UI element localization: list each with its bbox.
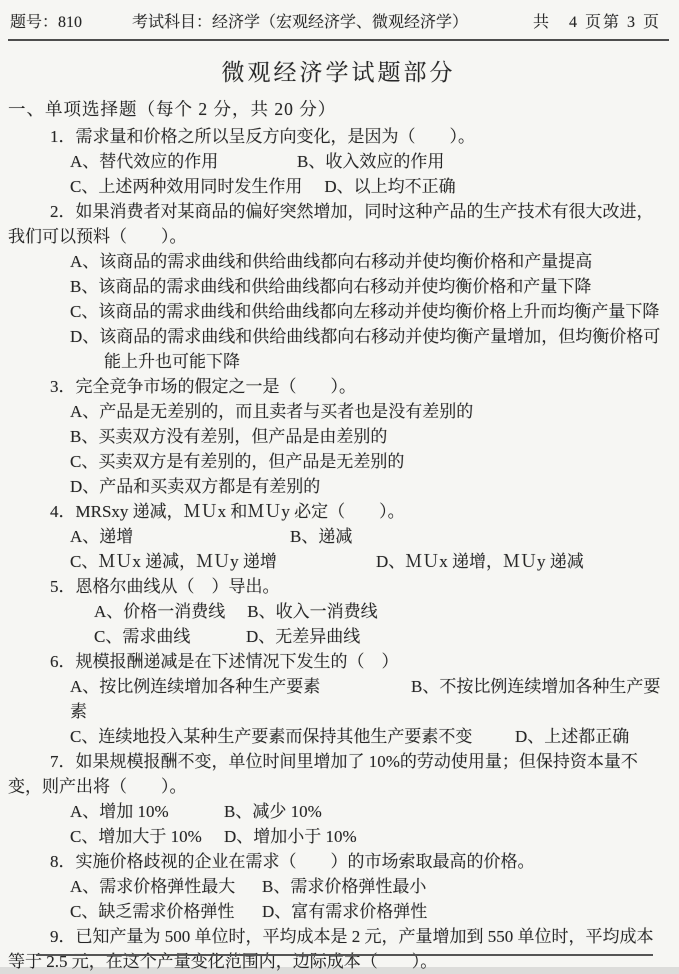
header-subject: 考试科目：经济学（宏观经济学、微观经济学） — [132, 14, 469, 31]
question-4-option-c: C、ＭＵx 递减，ＭＵy 递增 — [70, 552, 277, 571]
question-8-option-a: A、需求价格弹性最大 — [70, 877, 236, 896]
question-8-option-c: C、缺乏需求价格弹性 — [70, 902, 235, 921]
question-6-option-row-2 — [8, 724, 669, 749]
question-4-option-row-2 — [8, 549, 669, 574]
question-4-option-a: A、递增 — [70, 527, 134, 546]
question-6-option-d: D、上述都正确 — [515, 727, 630, 746]
question-8 — [8, 849, 669, 924]
question-3-option-d: D、产品和买卖双方都是有差别的 — [70, 477, 321, 496]
question-7-option-b: B、减少 10% — [224, 802, 322, 821]
question-2-option-b: B、该商品的需求曲线和供给曲线都向右移动并使均衡价格和产量下降 — [70, 277, 592, 296]
question-8-option-b: B、需求价格弹性最小 — [262, 877, 427, 896]
question-7 — [8, 749, 669, 849]
question-6 — [8, 649, 669, 749]
question-6-option-row-1 — [8, 674, 669, 724]
question-8-option-d: D、富有需求价格弹性 — [262, 902, 428, 921]
question-3-option-b: B、买卖双方没有差别，但产品是由差别的 — [70, 427, 388, 446]
question-6-option-a: A、按比例连续增加各种生产要素 — [70, 677, 321, 696]
question-2-option-d: D、该商品的需求曲线和供给曲线都向右移动并使均衡产量增加，但均衡价格可能上升也可能下降 — [70, 327, 661, 371]
question-5 — [8, 574, 669, 649]
question-1 — [8, 124, 669, 199]
question-6-stem: 6．规模报酬递减是在下述情况下发生的（ ） — [50, 652, 399, 671]
question-5-option-c: C、需求曲线 — [94, 627, 191, 646]
question-5-option-row-1 — [8, 599, 669, 624]
question-4-option-d: D、ＭＵx 递增，ＭＵy 递减 — [376, 552, 584, 571]
question-1-option-c: C、上述两种效用同时发生作用 — [70, 177, 303, 196]
question-2 — [8, 199, 669, 374]
header-question-no: 题号：810 — [10, 14, 83, 31]
question-1-option-a: A、替代效应的作用 — [70, 152, 219, 171]
question-7-option-row-2 — [8, 824, 669, 849]
question-5-option-b: B、收入一消费线 — [247, 602, 378, 621]
question-1-option-d: D、以上均不正确 — [324, 177, 456, 196]
question-9-stem: 9．已知产量为 500 单位时，平均成本是 2 元，产量增加到 550 单位时，平均成本等于 2.5 元，在这个产量变化范围内，边际成本（ ）。 — [8, 927, 654, 971]
question-4-option-b: B、递减 — [290, 527, 353, 546]
question-2-stem: 2．如果消费者对某商品的偏好突然增加，同时这种产品的生产技术有很大改进，我们可以预料（ ）。 — [8, 202, 654, 246]
question-3-option-c: C、买卖双方是有差别的，但产品是无差别的 — [70, 452, 405, 471]
question-7-option-d: D、增加小于 10% — [224, 827, 357, 846]
footer-rule — [36, 954, 653, 956]
section-heading: 一、单项选择题（每个 2 分，共 20 分） — [8, 99, 337, 119]
question-3 — [8, 374, 669, 499]
question-7-option-row-1 — [8, 799, 669, 824]
question-8-stem: 8．实施价格歧视的企业在需求（ ）的市场索取最高的价格。 — [50, 852, 535, 871]
question-8-option-row-2 — [8, 899, 669, 924]
page-title: 微观经济学试题部分 — [221, 60, 456, 85]
question-1-option-row-1 — [8, 149, 669, 174]
question-5-option-d: D、无差异曲线 — [246, 627, 361, 646]
question-5-option-a: A、价格一消费线 — [94, 602, 226, 621]
page-header — [8, 6, 669, 41]
question-1-option-b: B、收入效应的作用 — [297, 152, 445, 171]
question-2-option-c: C、该商品的需求曲线和供给曲线都向左移动并使均衡价格上升而均衡产量下降 — [70, 302, 660, 321]
question-6-option-c: C、连续地投入某种生产要素而保持其他生产要素不变 — [70, 727, 473, 746]
question-4 — [8, 499, 669, 574]
question-4-option-row-1 — [8, 524, 669, 549]
question-2-option-a: A、该商品的需求曲线和供给曲线都向右移动并使均衡价格和产量提高 — [70, 252, 593, 271]
header-page-info: 共 4 页第 3 页 — [532, 14, 661, 31]
question-7-option-c: C、增加大于 10% — [70, 827, 202, 846]
question-1-stem: 1．需求量和价格之所以呈反方向变化，是因为（ ）。 — [50, 127, 475, 146]
question-7-option-a: A、增加 10% — [70, 802, 169, 821]
question-3-stem: 3．完全竞争市场的假定之一是（ ）。 — [50, 377, 356, 396]
question-1-option-row-2 — [8, 174, 669, 199]
question-5-stem: 5．恩格尔曲线从（ ）导出。 — [50, 577, 280, 596]
question-7-stem: 7．如果规模报酬不变，单位时间里增加了 10%的劳动使用量；但保持资本量不变，则产出将（ ）。 — [8, 752, 638, 796]
question-5-option-row-2 — [8, 624, 669, 649]
question-3-option-a: A、产品是无差别的，而且卖者与买者也是没有差别的 — [70, 402, 474, 421]
question-8-option-row-1 — [8, 874, 669, 899]
question-6-option-b: B、不按比例连续增加各种生产要素 — [70, 677, 661, 721]
question-4-stem: 4．MRSxy 递减，ＭＵx 和ＭＵy 必定（ ）。 — [50, 502, 405, 521]
